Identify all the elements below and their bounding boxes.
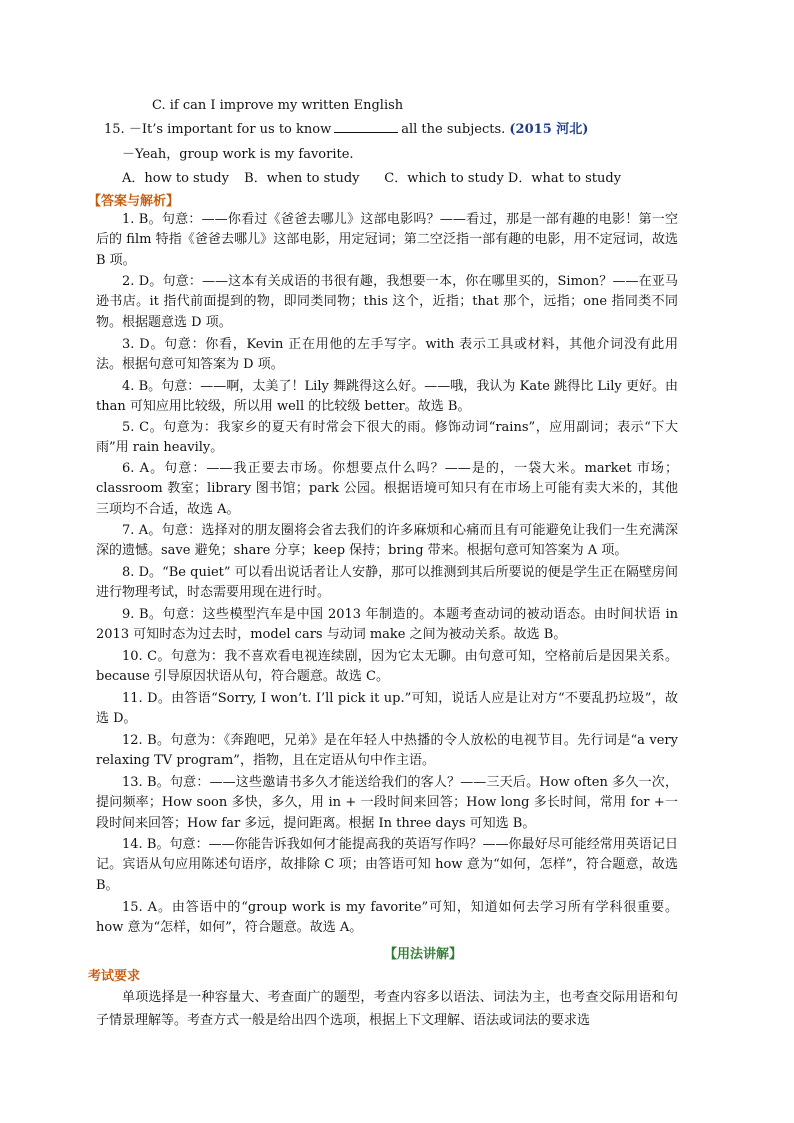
answer-15: 15. A。由答语中的“group work is my favorite”可知，知道如何去学习所有学科很重要。how 意为“怎样，如何”，符合题意。故选 A。 <box>96 900 678 936</box>
question-source: (2015 河北) <box>509 122 589 137</box>
answer-heading: 【答案与解析】 <box>88 194 180 209</box>
answer-1: 1. B。句意：——你看过《爸爸去哪儿》这部电影吗？——看过，那是一部有趣的电影！第一空后的 film 特指《爸爸去哪儿》这部电影，用定冠词；第二空泛指一部有趣的电影，用不定冠词，故选 B 项。 <box>96 212 678 268</box>
question-stem-after: all the subjects. <box>401 122 506 137</box>
answer-13: 13. B。句意：——这些邀请书多久才能送给我们的客人？——三天后。How often 多久一次，提问频率；How soon 多快，多久，用 in + 一段时间来回答；How long 多长时间，常用 for +一段时间来回答；How far 多远，提问距离。根据 In three days 可知选 B。 <box>96 775 678 831</box>
option-c-d: C．which to study D．what to study <box>384 171 622 186</box>
option-b: B．when to study <box>244 171 360 186</box>
answer-7: 7. A。句意：选择对的朋友圈将会省去我们的许多麻烦和心痛而且有可能避免让我们一生充满深深的遗憾。save 避免；share 分享；keep 保持；bring 带来。根据句意可知答案为 A 项。 <box>96 523 678 559</box>
answer-9: 9. B。句意：这些模型汽车是中国 2013 年制造的。本题考查动词的被动语态。由时间状语 in 2013 可知时态为过去时，model cars 与动词 make 之间为被动关系。故选 B。 <box>96 607 678 643</box>
question-15-reply: －Yeah，group work is my favorite. <box>122 147 354 162</box>
usage-heading: 【用法讲解】 <box>384 947 463 962</box>
answer-10: 10. C。句意为：我不喜欢看电视连续剧，因为它太无聊。由句意可知，空格前后是因果关系。because 引导原因状语从句，符合题意。故选 C。 <box>96 649 678 685</box>
answer-4: 4. B。句意：——啊，太美了！Lily 舞跳得这么好。——哦，我认为 Kate 跳得比 Lily 更好。由 than 可知应用比较级，所以用 well 的比较级 better。故选 B。 <box>96 379 678 415</box>
answer-3: 3. D。句意：你看，Kevin 正在用他的左手写字。with 表示工具或材料，其他介词没有此用法。根据句意可知答案为 D 项。 <box>96 337 678 373</box>
question-15 <box>104 120 588 140</box>
answer-blank <box>334 120 398 133</box>
answer-6: 6. A。句意：——我正要去市场。你想要点什么吗？——是的，一袋大米。market 市场；classroom 教室；library 图书馆；park 公园。根据语境可知只有在市场上可能有卖大米的，其他三项均不合适，故选 A。 <box>96 461 678 517</box>
exam-requirement-text: 单项选择是一种容量大、考查面广的题型，考查内容多以语法、词法为主，也考查交际用语和句子情景理解等。考查方式一般是给出四个选项，根据上下文理解、语法或词法的要求选 <box>96 990 678 1028</box>
question-number: 15. <box>104 122 125 137</box>
answer-12: 12. B。句意为：《奔跑吧，兄弟》是在年轻人中热播的令人放松的电视节目。先行词是“a very relaxing TV program”，指物，且在定语从句中作主语。 <box>96 733 678 769</box>
answer-5: 5. C。句意为：我家乡的夏天有时常会下很大的雨。修饰动词“rains”，应用副词；表示“下大雨”用 rain heavily。 <box>96 420 678 456</box>
answer-2: 2. D。句意：——这本有关成语的书很有趣，我想要一本，你在哪里买的，Simon？——在亚马逊书店。it 指代前面提到的物，即同类同物；this 这个，近指；that 那个，远指；one 指同类不同物。根据题意选 D 项。 <box>96 274 678 330</box>
question-15-options <box>122 169 621 189</box>
answer-8: 8. D。“Be quiet” 可以看出说话者让人安静，那可以推测到其后所要说的便是学生正在隔壁房间进行物理考试，时态需要用现在进行时。 <box>96 565 678 601</box>
option-a: A．how to study <box>122 171 229 186</box>
answer-14: 14. B。句意：——你能告诉我如何才能提高我的英语写作吗？——你最好尽可能经常用英语记日记。宾语从句应用陈述句语序，故排除 C 项；由答语可知 how 意为“如何，怎样”，符合题意，故选 B。 <box>96 837 678 893</box>
option-c-line: C. if can I improve my written English <box>152 98 404 113</box>
answer-11: 11. D。由答语“Sorry, I won’t. I’ll pick it up.”可知，说话人应是让对方“不要乱扔垃圾”，故选 D。 <box>96 691 678 727</box>
question-stem-before: －It’s important for us to know <box>128 122 332 137</box>
exam-requirement-heading: 考试要求 <box>88 969 141 984</box>
